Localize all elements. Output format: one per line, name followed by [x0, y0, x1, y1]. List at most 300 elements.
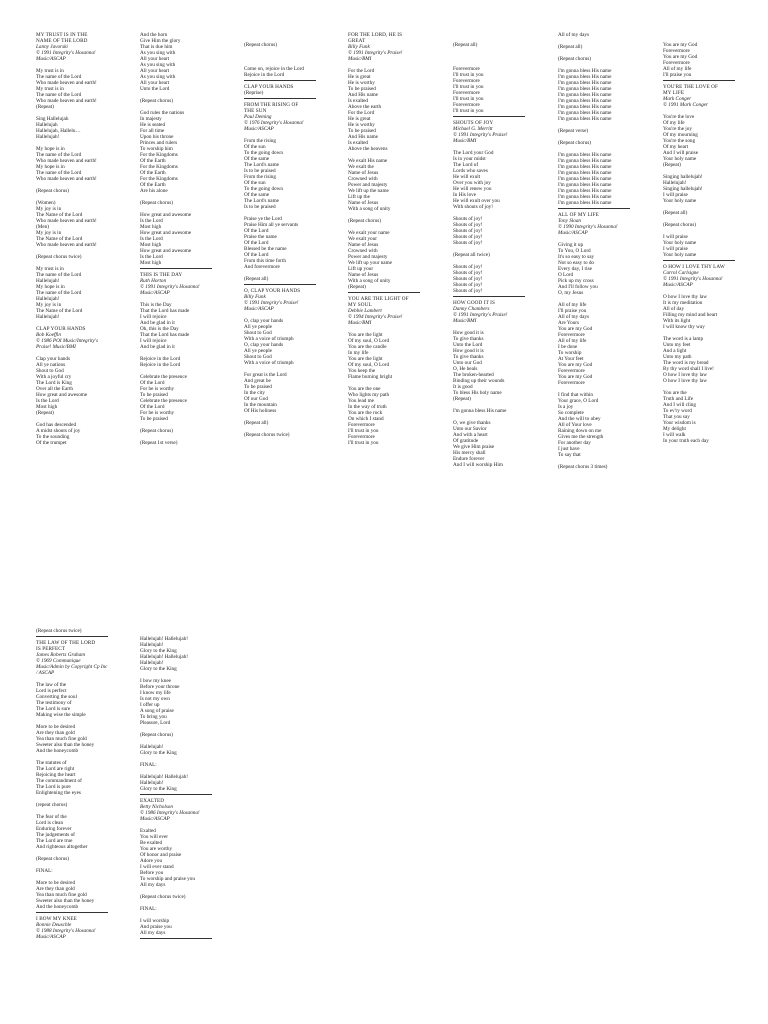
song-credit: Lanny Javorski	[36, 44, 68, 50]
song-title: YOU'RE THE LOVE OF	[663, 84, 718, 90]
lyric-line: Above the heavens	[348, 146, 388, 152]
lyric-line: The name of the Lord	[36, 92, 82, 98]
lyric-line: (Repeat chorus 3 times)	[558, 464, 608, 470]
lyric-line: I'm gonna bless His name	[558, 104, 612, 110]
lyric-line: He is worthy	[348, 80, 375, 86]
song-credit: Tony Sloan	[558, 218, 582, 224]
column-9	[140, 636, 240, 942]
lyric-line: We lift up your name	[348, 260, 392, 266]
lyric-line: Forevermore	[558, 380, 585, 386]
lyric-line: Are his alone	[140, 188, 168, 194]
lyric-line: Giving it up	[558, 242, 584, 248]
lyric-line: Not so easy to do	[558, 260, 595, 266]
lyric-line: Forevermore	[348, 434, 375, 440]
lyric-line: Praise ye the Lord	[244, 216, 282, 222]
lyric-line: More to be desired	[36, 724, 76, 730]
section-divider	[663, 260, 735, 261]
lyric-line: To be praised	[348, 86, 376, 92]
lyric-line: O how I love thy law	[663, 378, 707, 384]
lyric-line: Of His holiness	[244, 408, 277, 414]
lyric-line: (Repeat)	[663, 162, 681, 168]
song-credit: Music/ASCAP	[558, 230, 588, 236]
lyric-line: O, my Jesus	[558, 290, 584, 296]
lyric-line: The judgements of	[36, 832, 75, 838]
lyric-line: How great and awesome	[140, 248, 192, 254]
lyric-line: And great be	[244, 378, 271, 384]
lyric-line: He is worthy	[348, 122, 375, 128]
lyric-line: I'll trust in you	[453, 108, 484, 114]
column-4	[348, 32, 448, 446]
lyric-line: That the Lord has made	[140, 332, 190, 338]
lyric-line: The name of the Lord	[36, 272, 82, 278]
lyric-line: Shouts of joy!	[453, 282, 483, 288]
lyric-line: Power and majesty	[348, 182, 388, 188]
lyric-line: The commandment of	[36, 778, 82, 784]
lyric-line: I'm gonna bless His name	[558, 200, 612, 206]
lyric-line: Blessed be the name	[244, 246, 287, 252]
song-credit: Music/Admin by Copyright Cp Inc	[36, 664, 108, 670]
lyric-line: With a joyful cry	[36, 374, 72, 380]
lyric-line: In the city	[244, 390, 266, 396]
lyric-line: Princes and rulers	[140, 140, 178, 146]
lyric-line: Of honor and praise	[140, 852, 182, 858]
lyric-line: I offer up	[140, 702, 160, 708]
song-title: CLAP YOUR HANDS	[244, 84, 294, 90]
lyric-line: The name of the Lord	[36, 170, 82, 176]
lyric-line: Praise Him all ye servants	[244, 222, 299, 228]
lyric-line: Who made heaven and earth!	[36, 218, 97, 224]
song-credit: © 1991 Mark Conger	[663, 102, 709, 108]
lyric-line: I will ever stand	[140, 864, 174, 870]
lyric-line: (Repeat all twice)	[453, 252, 490, 258]
lyric-line: Shout to God	[36, 368, 64, 374]
lyric-line: To be praised	[244, 384, 272, 390]
lyric-line: Your holy name	[663, 156, 697, 162]
song-credit: © 1991 Integrity's Praise!	[348, 50, 403, 56]
lyric-line: The Lord is pure	[36, 784, 71, 790]
lyric-line: How great and awesome	[36, 392, 88, 398]
lyric-line: Name of Jesus	[348, 242, 379, 248]
lyric-line: Hallelujah!	[140, 642, 164, 648]
lyric-line: Over all the Earth	[36, 386, 74, 392]
lyric-line: Is to be praised	[244, 168, 276, 174]
lyric-line: I'm gonna bless His name	[558, 152, 612, 158]
lyric-line: Forevermore	[663, 60, 690, 66]
lyric-line: Most high	[140, 242, 162, 248]
lyric-line: Pick up my cross	[558, 278, 594, 284]
lyric-line: (Repeat)	[453, 396, 471, 402]
lyric-line: (Repeat chorus)	[558, 56, 591, 62]
lyric-line: (Repeat chorus)	[663, 222, 696, 228]
lyric-line: I'll praise you	[663, 72, 692, 78]
song-credit: © 1988 Integrity's Hosanna!	[36, 928, 96, 934]
lyric-line: We give Him praise	[453, 444, 495, 450]
lyric-line: I'm gonna bless His name	[558, 176, 612, 182]
lyric-line: The fear of the	[36, 814, 67, 820]
lyric-line: In my life	[348, 350, 369, 356]
section-divider	[36, 912, 108, 913]
lyric-line: And with a heart	[453, 432, 488, 438]
lyric-line: Oh, this is the Day	[140, 326, 179, 332]
lyric-line: I will rejoice	[140, 338, 167, 344]
lyric-line: You will ever	[140, 834, 169, 840]
lyric-line: To the sounding	[36, 434, 70, 440]
lyric-line: And I will praise	[663, 150, 699, 156]
section-divider	[36, 636, 108, 637]
lyric-line: You are my God	[558, 374, 593, 380]
lyric-line: Crowned with	[348, 248, 378, 254]
lyric-line: And the will to obey	[558, 416, 601, 422]
section-divider	[558, 208, 630, 209]
column-2	[140, 32, 240, 446]
section-divider	[140, 938, 212, 939]
lyric-line: Hallelujah!	[36, 134, 60, 140]
lyric-line: In the way of truth	[348, 404, 387, 410]
song-credit: Betty Nicholson	[140, 804, 173, 810]
lyric-line: FINAL:	[140, 906, 157, 912]
lyric-line: Forevermore	[453, 90, 480, 96]
lyric-line: Enlightening the eyes	[36, 790, 81, 796]
lyric-line: All your heart	[140, 56, 170, 62]
lyric-line: To You, O Lord	[558, 248, 591, 254]
lyric-line: All my days	[140, 930, 166, 936]
lyric-line: Of the Lord	[140, 404, 165, 410]
lyric-line: I be done	[558, 344, 578, 350]
lyric-line: And the horn	[140, 32, 168, 38]
lyric-line: O how I love thy law	[663, 294, 707, 300]
lyric-line: You are the candle	[348, 344, 387, 350]
lyric-line: Shout to God	[244, 330, 272, 336]
lyric-line: And I will cling	[663, 402, 696, 408]
lyric-line: I'll trust in you	[453, 84, 484, 90]
song-credit: © 1976 Integrity's Hosanna!	[244, 120, 304, 126]
lyric-line: (Men)	[36, 224, 49, 230]
song-credit: Bob Koeffin	[36, 332, 61, 338]
lyric-line: Lift up your	[348, 266, 374, 272]
lyric-line: I will walk	[663, 432, 686, 438]
lyric-line: Is a joy	[558, 404, 574, 410]
lyric-line: (Repeat chorus)	[36, 856, 69, 862]
lyric-line: (Repeat 1st verse)	[140, 440, 178, 446]
lyric-line: He will renew you	[453, 186, 492, 192]
lyric-line: As you sing with	[140, 62, 176, 68]
lyric-line: Glory to the King	[140, 666, 177, 672]
lyric-line: For he is worthy	[140, 386, 175, 392]
lyric-line: I will know thy way	[663, 324, 705, 330]
lyric-line: He will exult over you	[453, 198, 500, 204]
lyric-line: All your heart	[140, 80, 170, 86]
lyric-line: (Repeat chorus)	[140, 200, 173, 206]
song-credit: Carrol Carlsigne	[663, 270, 699, 276]
lyric-line: I'm gonna bless His name	[558, 158, 612, 164]
song-title: SHOUTS OF JOY	[453, 120, 494, 126]
lyric-line: Most high	[140, 260, 162, 266]
lyric-line: To say that	[558, 452, 581, 458]
lyric-line: Over you with joy	[453, 180, 491, 186]
lyric-line: Hallelujah! Hallelujah!	[140, 654, 188, 660]
song-credit: © 1991 Integrity's Praise!	[453, 312, 508, 318]
lyric-line: Of our God	[244, 396, 268, 402]
column-6	[558, 32, 658, 470]
lyric-line: Hallelujah! Hallelujah!	[140, 774, 188, 780]
song-title: O, CLAP YOUR HANDS	[244, 288, 301, 294]
lyric-line: That the Lord has made	[140, 308, 190, 314]
lyric-line: Who made heaven and earth!	[36, 98, 97, 104]
lyric-line: Give Him the glory	[140, 38, 181, 44]
lyric-line: You're the love	[663, 114, 695, 120]
lyric-line: The Lord is King	[36, 380, 72, 386]
column-7	[663, 42, 763, 444]
section-divider	[663, 80, 735, 81]
lyric-line: More to be desired	[36, 880, 76, 886]
lyric-line: Who made heaven and earth!	[36, 242, 97, 248]
lyric-line: He is great	[348, 74, 371, 80]
lyric-line: Is not my own	[140, 696, 170, 702]
lyric-line: My hope is in	[36, 284, 65, 290]
lyric-line: The Lord's name	[244, 162, 279, 168]
lyric-line: Of my life	[663, 120, 685, 126]
lyric-line: I'm gonna bless His name	[558, 194, 612, 200]
lyric-line: Enduring forever	[36, 826, 72, 832]
lyric-line: (Repeat all)	[558, 44, 583, 50]
lyric-line: Of gratitude	[453, 438, 479, 444]
song-title: CLAP YOUR HANDS	[36, 326, 86, 332]
lyric-line: It's so easy to say	[558, 254, 595, 260]
lyric-line: Sweeter also than the honey	[36, 898, 95, 904]
lyric-line: I'm gonna bless His name	[558, 74, 612, 80]
lyric-line: My trust is in	[36, 68, 64, 74]
lyric-line: I'm gonna bless His name	[558, 98, 612, 104]
lyric-line: The Lord's name	[244, 198, 279, 204]
lyric-line: Before you	[140, 870, 164, 876]
lyric-line: O, He heals	[453, 366, 478, 372]
song-credit: Billy Funk	[244, 294, 266, 300]
song-title: MY LIFE	[663, 90, 685, 96]
lyric-line: Glory to the King	[140, 786, 177, 792]
song-title: HOW GOOD IT IS	[453, 300, 495, 306]
lyric-line: Your wisdom is	[663, 420, 696, 426]
lyric-line: That is due him	[140, 44, 173, 50]
lyric-line: To bring you	[140, 714, 167, 720]
lyric-line: Is in your midst	[453, 156, 486, 162]
lyric-line: To give thanks	[453, 354, 484, 360]
lyric-line: In majesty	[140, 116, 162, 122]
song-credit: © 1991 Integrity's Hosanna!	[663, 276, 723, 282]
lyric-line: We lift up the name	[348, 188, 389, 194]
lyric-line: With its light	[663, 318, 691, 324]
lyric-line: Binding up their wounds	[453, 378, 505, 384]
lyric-line: We exalt your name	[348, 230, 390, 236]
lyric-line: That you say	[663, 414, 690, 420]
lyric-line: We exalt the	[348, 164, 374, 170]
lyric-line: I'm gonna bless His name	[453, 408, 507, 414]
lyric-line: You are the	[663, 390, 687, 396]
lyric-line: (Repeat chorus twice)	[36, 628, 82, 634]
lyric-line: You lead me	[348, 398, 374, 404]
lyric-line: For the Lord	[348, 68, 375, 74]
lyric-line: To the going down	[244, 186, 283, 192]
lyric-line: Name of Jesus	[348, 170, 379, 176]
lyric-line: All my days	[140, 882, 166, 888]
lyric-line: The Lord of	[453, 162, 479, 168]
lyric-line: On which I stand	[348, 416, 384, 422]
lyric-line: To ev'ry word	[663, 408, 692, 414]
lyric-line: Who made heaven and earth!	[36, 176, 97, 182]
lyric-line: God rules the nations	[140, 110, 185, 116]
lyric-line: The Lord are right	[36, 766, 75, 772]
lyric-line: Rejoice in the Lord	[140, 356, 181, 362]
lyric-line: All of day	[663, 306, 685, 312]
lyric-line: As you sing with	[140, 50, 176, 56]
lyric-line: For the Kingdoms	[140, 152, 178, 158]
lyric-line: The Lord your God	[453, 150, 494, 156]
lyric-line: And be glad in it	[140, 320, 175, 326]
lyric-line: Rejoice in the Lord	[140, 362, 181, 368]
lyric-line: I'm gonna bless His name	[558, 80, 612, 86]
song-credit: © 1994 Integrity's Praise!	[348, 314, 403, 320]
lyric-line: For the Lord	[348, 110, 375, 116]
song-credit: Music/ASCAP	[244, 306, 274, 312]
song-credit: Music/BMI	[453, 138, 477, 144]
section-divider	[140, 794, 212, 795]
section-divider	[348, 292, 420, 293]
lyric-line: Of the same	[244, 156, 270, 162]
song-credit: Danny Chambers	[453, 306, 490, 312]
lyric-line: (Repeat all)	[453, 42, 478, 48]
song-credit: Music/BMI	[348, 56, 372, 62]
lyric-line: O how I love thy law	[663, 372, 707, 378]
lyric-line: Of my soul, O Lord	[348, 338, 390, 344]
section-divider	[244, 98, 316, 99]
lyric-line: Converting the soul	[36, 694, 77, 700]
lyric-line: (Repeat)	[36, 104, 54, 110]
lyric-line: Most high	[140, 224, 162, 230]
lyric-line: (Repeat chorus)	[140, 428, 173, 434]
song-title: THE SUN	[244, 108, 267, 114]
lyric-line: His mercy shall	[453, 450, 486, 456]
lyric-line: Gives me the strength	[558, 434, 604, 440]
lyric-line: Shouts of joy!	[453, 216, 483, 222]
lyric-line: My trust is in	[36, 266, 64, 272]
lyric-line: And praise you	[140, 924, 172, 930]
lyric-line: Is exalted	[348, 98, 369, 104]
lyric-line: Hallelujah	[36, 122, 58, 128]
lyric-line: For the Kingdoms	[140, 176, 178, 182]
lyric-line: Sing Hallelujah	[36, 116, 69, 122]
lyric-line: Of the trumpet	[36, 440, 67, 446]
lyric-line: Name of Jesus	[348, 272, 379, 278]
lyric-line: The Name of the Lord	[36, 308, 83, 314]
lyric-line: FINAL:	[36, 868, 53, 874]
lyric-line: Are they than gold	[36, 886, 75, 892]
lyric-line: Yea than much fine gold	[36, 736, 87, 742]
song-credit: © 1991 Integrity's Hosanna!	[140, 284, 200, 290]
lyric-line: A song of praise	[140, 708, 174, 714]
lyric-line: (Repeat verse)	[558, 128, 589, 134]
lyric-line: Hallelujah, Hallelu…	[36, 128, 81, 134]
lyric-line: You are the light	[348, 356, 383, 362]
song-credit: Mark Conger	[663, 96, 692, 102]
lyric-line: I'll trust in you	[453, 72, 484, 78]
column-1	[36, 32, 136, 446]
song-credit: Ruth Horton	[140, 278, 167, 284]
lyric-line: Forevermore	[453, 102, 480, 108]
lyric-line: With shouts of joy!	[453, 204, 493, 210]
song-credit: © 1986 Integrity's Hosanna!	[140, 810, 200, 816]
lyric-line: I'll praise you	[558, 308, 587, 314]
lyric-line: All of my life	[558, 338, 587, 344]
lyric-line: Unto our Savior	[453, 426, 487, 432]
lyric-line: Shouts of joy!	[453, 264, 483, 270]
song-title: MY TRUST IS IN THE	[36, 32, 88, 38]
lyric-line: Lift up the	[348, 194, 370, 200]
lyric-line: The broken-hearted	[453, 372, 494, 378]
lyric-line: Forevermore	[348, 422, 375, 428]
lyric-line: O, we give thanks	[453, 420, 491, 426]
lyric-line: I'm gonna bless His name	[558, 92, 612, 98]
lyric-line: Of the Earth	[140, 170, 166, 176]
lyric-line: I will praise	[663, 246, 688, 252]
section-divider	[244, 80, 316, 81]
lyric-line: Hallelujah! Hallelujah!	[140, 636, 188, 642]
lyric-line: (Repeat chorus twice)	[36, 254, 82, 260]
lyric-line: All ye nations	[36, 362, 66, 368]
lyric-line: I'll trust in you	[348, 440, 379, 446]
lyric-line: Singing hallelujah!	[663, 174, 703, 180]
song-credit: James Roberts Graham	[36, 652, 85, 658]
lyric-line: O, clap your hands	[244, 342, 284, 348]
lyric-line: Your grace, O Lord	[558, 398, 599, 404]
lyric-line: Is exalted	[348, 140, 369, 146]
lyric-line: Are Yours	[558, 320, 580, 326]
lyric-line: Above the earth	[348, 104, 382, 110]
lyric-line: To be praised	[348, 128, 376, 134]
song-title: YOU ARE THE LIGHT OF	[348, 296, 409, 302]
lyric-line: Pleasure, Lord	[140, 720, 171, 726]
lyric-line: Singing hallelujah!	[663, 186, 703, 192]
lyric-line: And I'll follow you	[558, 284, 598, 290]
song-title: THE LAW OF THE LORD	[36, 640, 96, 646]
lyric-line: My hope is in	[36, 146, 65, 152]
lyric-line: Unto my path	[663, 354, 692, 360]
lyric-line: Forevermore	[453, 78, 480, 84]
lyric-line: How good it is	[453, 348, 484, 354]
lyric-line: And forevermore	[244, 264, 280, 270]
lyric-line: To be praised	[140, 416, 168, 422]
lyric-line: You're the song	[663, 138, 696, 144]
song-credit: Music/ASCAP	[663, 282, 693, 288]
lyric-line: Most high	[36, 404, 58, 410]
lyric-line: With a voice of triumph	[244, 360, 294, 366]
lyric-line: You are my God	[663, 42, 698, 48]
lyric-line: Your holy name	[663, 252, 697, 258]
lyric-line: (Repeat chorus)	[244, 42, 277, 48]
lyric-line: Unto the Lord	[140, 86, 170, 92]
lyric-line: Shout to God	[244, 354, 272, 360]
lyric-line: For great is the Lord	[244, 372, 287, 378]
song-credit: Music/ASCAP	[140, 816, 170, 822]
lyric-line: Of the sun	[244, 144, 266, 150]
lyric-line: (Repeat chorus twice)	[244, 432, 290, 438]
lyric-line: All of Your love	[558, 422, 592, 428]
lyric-line: To worship and praise you	[140, 876, 195, 882]
lyric-line: For he is worthy	[140, 410, 175, 416]
lyric-line: Rejoicing the heart	[36, 772, 76, 778]
section-divider	[140, 268, 212, 269]
lyric-line: You are my God	[558, 362, 593, 368]
lyric-line: I will praise	[663, 234, 688, 240]
song-credit: Music/BMI	[453, 318, 477, 324]
